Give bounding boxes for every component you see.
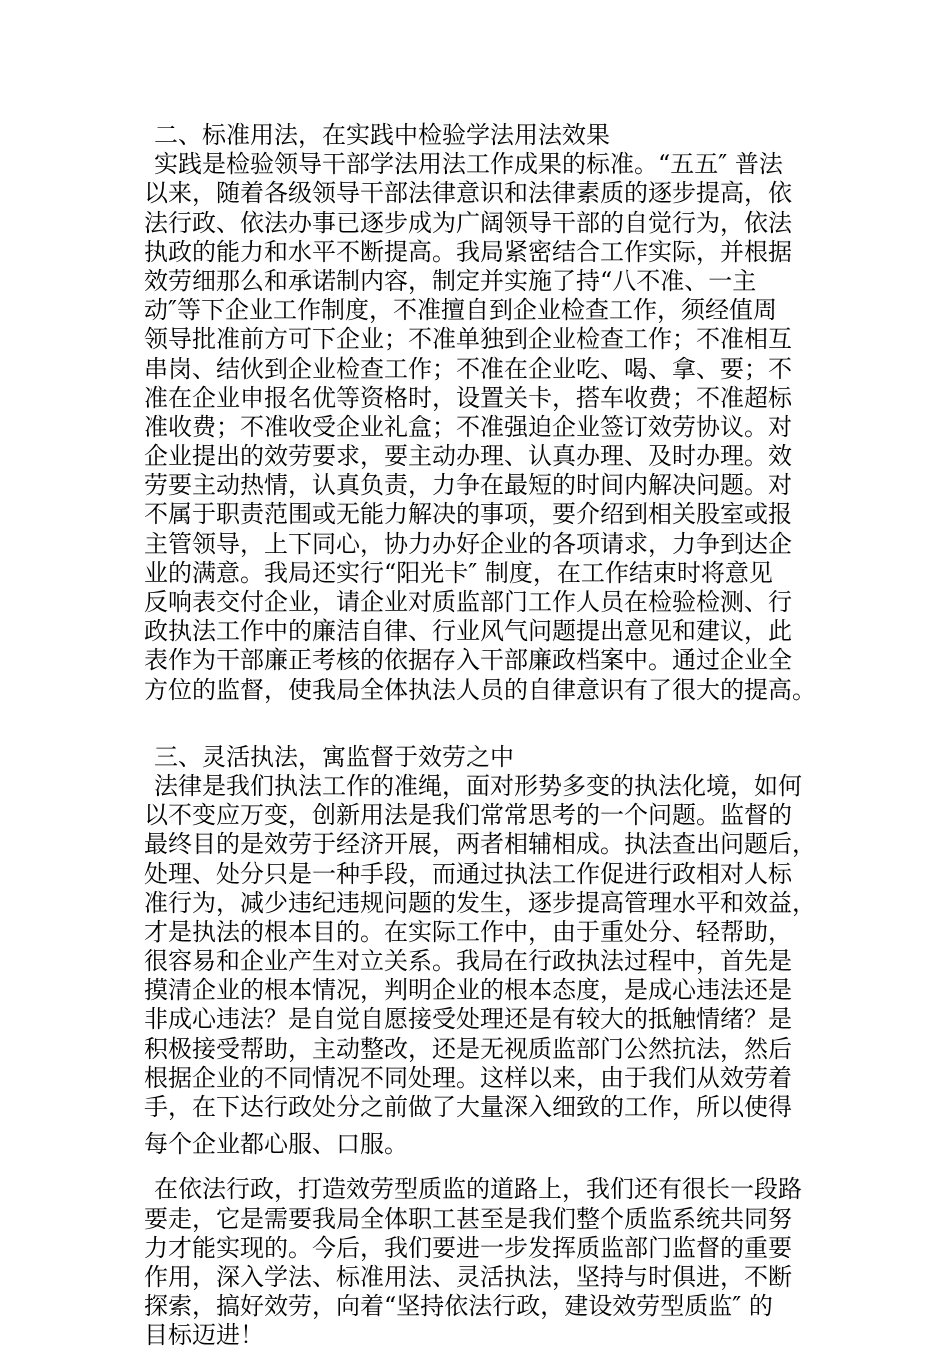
paragraph-line: 串岗、结伙到企业检查工作；不准在企业吃、喝、拿、要；不: [144, 354, 792, 383]
paragraph-line: 实践是检验领导干部学法用法工作成果的标准。“五五″ 普法: [154, 150, 783, 179]
paragraph-spacer: [144, 1159, 824, 1175]
paragraph-line: 目标迈进！: [144, 1321, 264, 1350]
paragraph-line: 反响表交付企业，请企业对质监部门工作人员在检验检测、行: [144, 588, 792, 616]
paragraph-line: 非成心违法？是自觉自愿接受处理还是有较大的抵触情绪？是: [144, 1005, 792, 1034]
line-spacer: [144, 1122, 824, 1130]
paragraph-line: 动″等下企业工作制度，不准擅自到企业检查工作，须经值周: [144, 296, 777, 325]
section-spacer: [144, 705, 824, 743]
paragraph-line: 作用，深入学法、标准用法、灵活执法，坚持与时俱进，不断: [144, 1262, 792, 1291]
paragraph-line: 很容易和企业产生对立关系。我局在行政执法过程中，首先是: [144, 947, 792, 976]
paragraph-line: 以不变应万变，创新用法是我们常常思考的一个问题。监督的: [144, 801, 792, 830]
paragraph-line: 最终目的是效劳于经济开展，两者相辅相成。执法查出问题后，: [144, 830, 816, 859]
paragraph-line: 手，在下达行政处分之前做了大量深入细致的工作，所以使得: [144, 1093, 792, 1121]
paragraph-line: 准收费；不准收受企业礼盒；不准强迫企业签订效劳协议。对: [144, 412, 792, 441]
paragraph-line: 效劳细那么和承诺制内容，制定并实施了持“八不准、一主: [144, 266, 757, 295]
paragraph-line: 方位的监督，使我局全体执法人员的自律意识有了很大的提高。: [144, 675, 816, 704]
section-2-body: [144, 150, 824, 705]
paragraph-line: 要走，它是需要我局全体职工甚至是我们整个质监系统共同努: [144, 1204, 792, 1233]
paragraph-line: 探索，搞好效劳，向着“坚持依法行政，建设效劳型质监″ 的: [144, 1292, 773, 1321]
paragraph-line: 业的满意。我局还实行“阳光卡″ 制度，在工作结束时将意见: [144, 558, 773, 587]
paragraph-line: 准在企业申报名优等资格时，设置关卡，搭车收费；不准超标: [144, 383, 792, 412]
document-page: [144, 121, 824, 1351]
paragraph-line: 以来，随着各级领导干部法律意识和法律素质的逐步提高，依: [144, 179, 792, 208]
paragraph-line: 处理、处分只是一种手段，而通过执法工作促进行政相对人标: [144, 859, 792, 888]
paragraph-line: 法律是我们执法工作的准绳，面对形势多变的执法化境，如何: [154, 771, 802, 800]
paragraph-last-line: 每个企业都心服、口服。: [144, 1130, 408, 1159]
paragraph-line: 积极接受帮助，主动整改，还是无视质监部门公然抗法，然后: [144, 1034, 792, 1063]
paragraph-line: 准行为，减少违纪违规问题的发生，逐步提高管理水平和效益，: [144, 888, 816, 917]
paragraph-line: 执政的能力和水平不断提高。我局紧密结合工作实际，并根据: [144, 237, 792, 266]
paragraph-line: 企业提出的效劳要求，要主动办理、认真办理、及时办理。效: [144, 442, 792, 471]
paragraph-line: 才是执法的根本目的。在实际工作中，由于重处分、轻帮助，: [144, 917, 792, 946]
paragraph-line: 力才能实现的。今后，我们要进一步发挥质监部门监督的重要: [144, 1233, 792, 1262]
paragraph-line: 不属于职责范围或无能力解决的事项，要介绍到相关股室或报: [144, 500, 792, 529]
section-3-heading: 三、灵活执法，寓监督于效劳之中: [154, 742, 514, 771]
paragraph-line: 法行政、依法办事已逐步成为广阔领导干部的自觉行为，依法: [144, 208, 792, 237]
paragraph-line: 主管领导，上下同心，协力办好企业的各项请求，力争到达企: [144, 529, 792, 558]
paragraph-line: 根据企业的不同情况不同处理。这样以来，由于我们从效劳着: [144, 1063, 792, 1092]
paragraph-line: 政执法工作中的廉洁自律、行业风气问题提出意见和建议，此: [144, 617, 792, 646]
paragraph-line: 劳要主动热情，认真负责，力争在最短的时间内解决问题。对: [144, 471, 792, 500]
paragraph-line: 在依法行政，打造效劳型质监的道路上，我们还有很长一段路: [154, 1175, 802, 1204]
paragraph-line: 摸清企业的根本情况，判明企业的根本态度，是成心违法还是: [144, 976, 792, 1005]
closing-paragraph: [144, 1175, 824, 1350]
paragraph-line: 表作为干部廉正考核的依据存入干部廉政档案中。通过企业全: [144, 646, 792, 675]
section-3-body: [144, 772, 824, 1159]
paragraph-line: 领导批准前方可下企业；不准单独到企业检查工作；不准相互: [144, 325, 792, 354]
section-2-heading: 二、标准用法，在实践中检验学法用法效果: [154, 121, 610, 149]
